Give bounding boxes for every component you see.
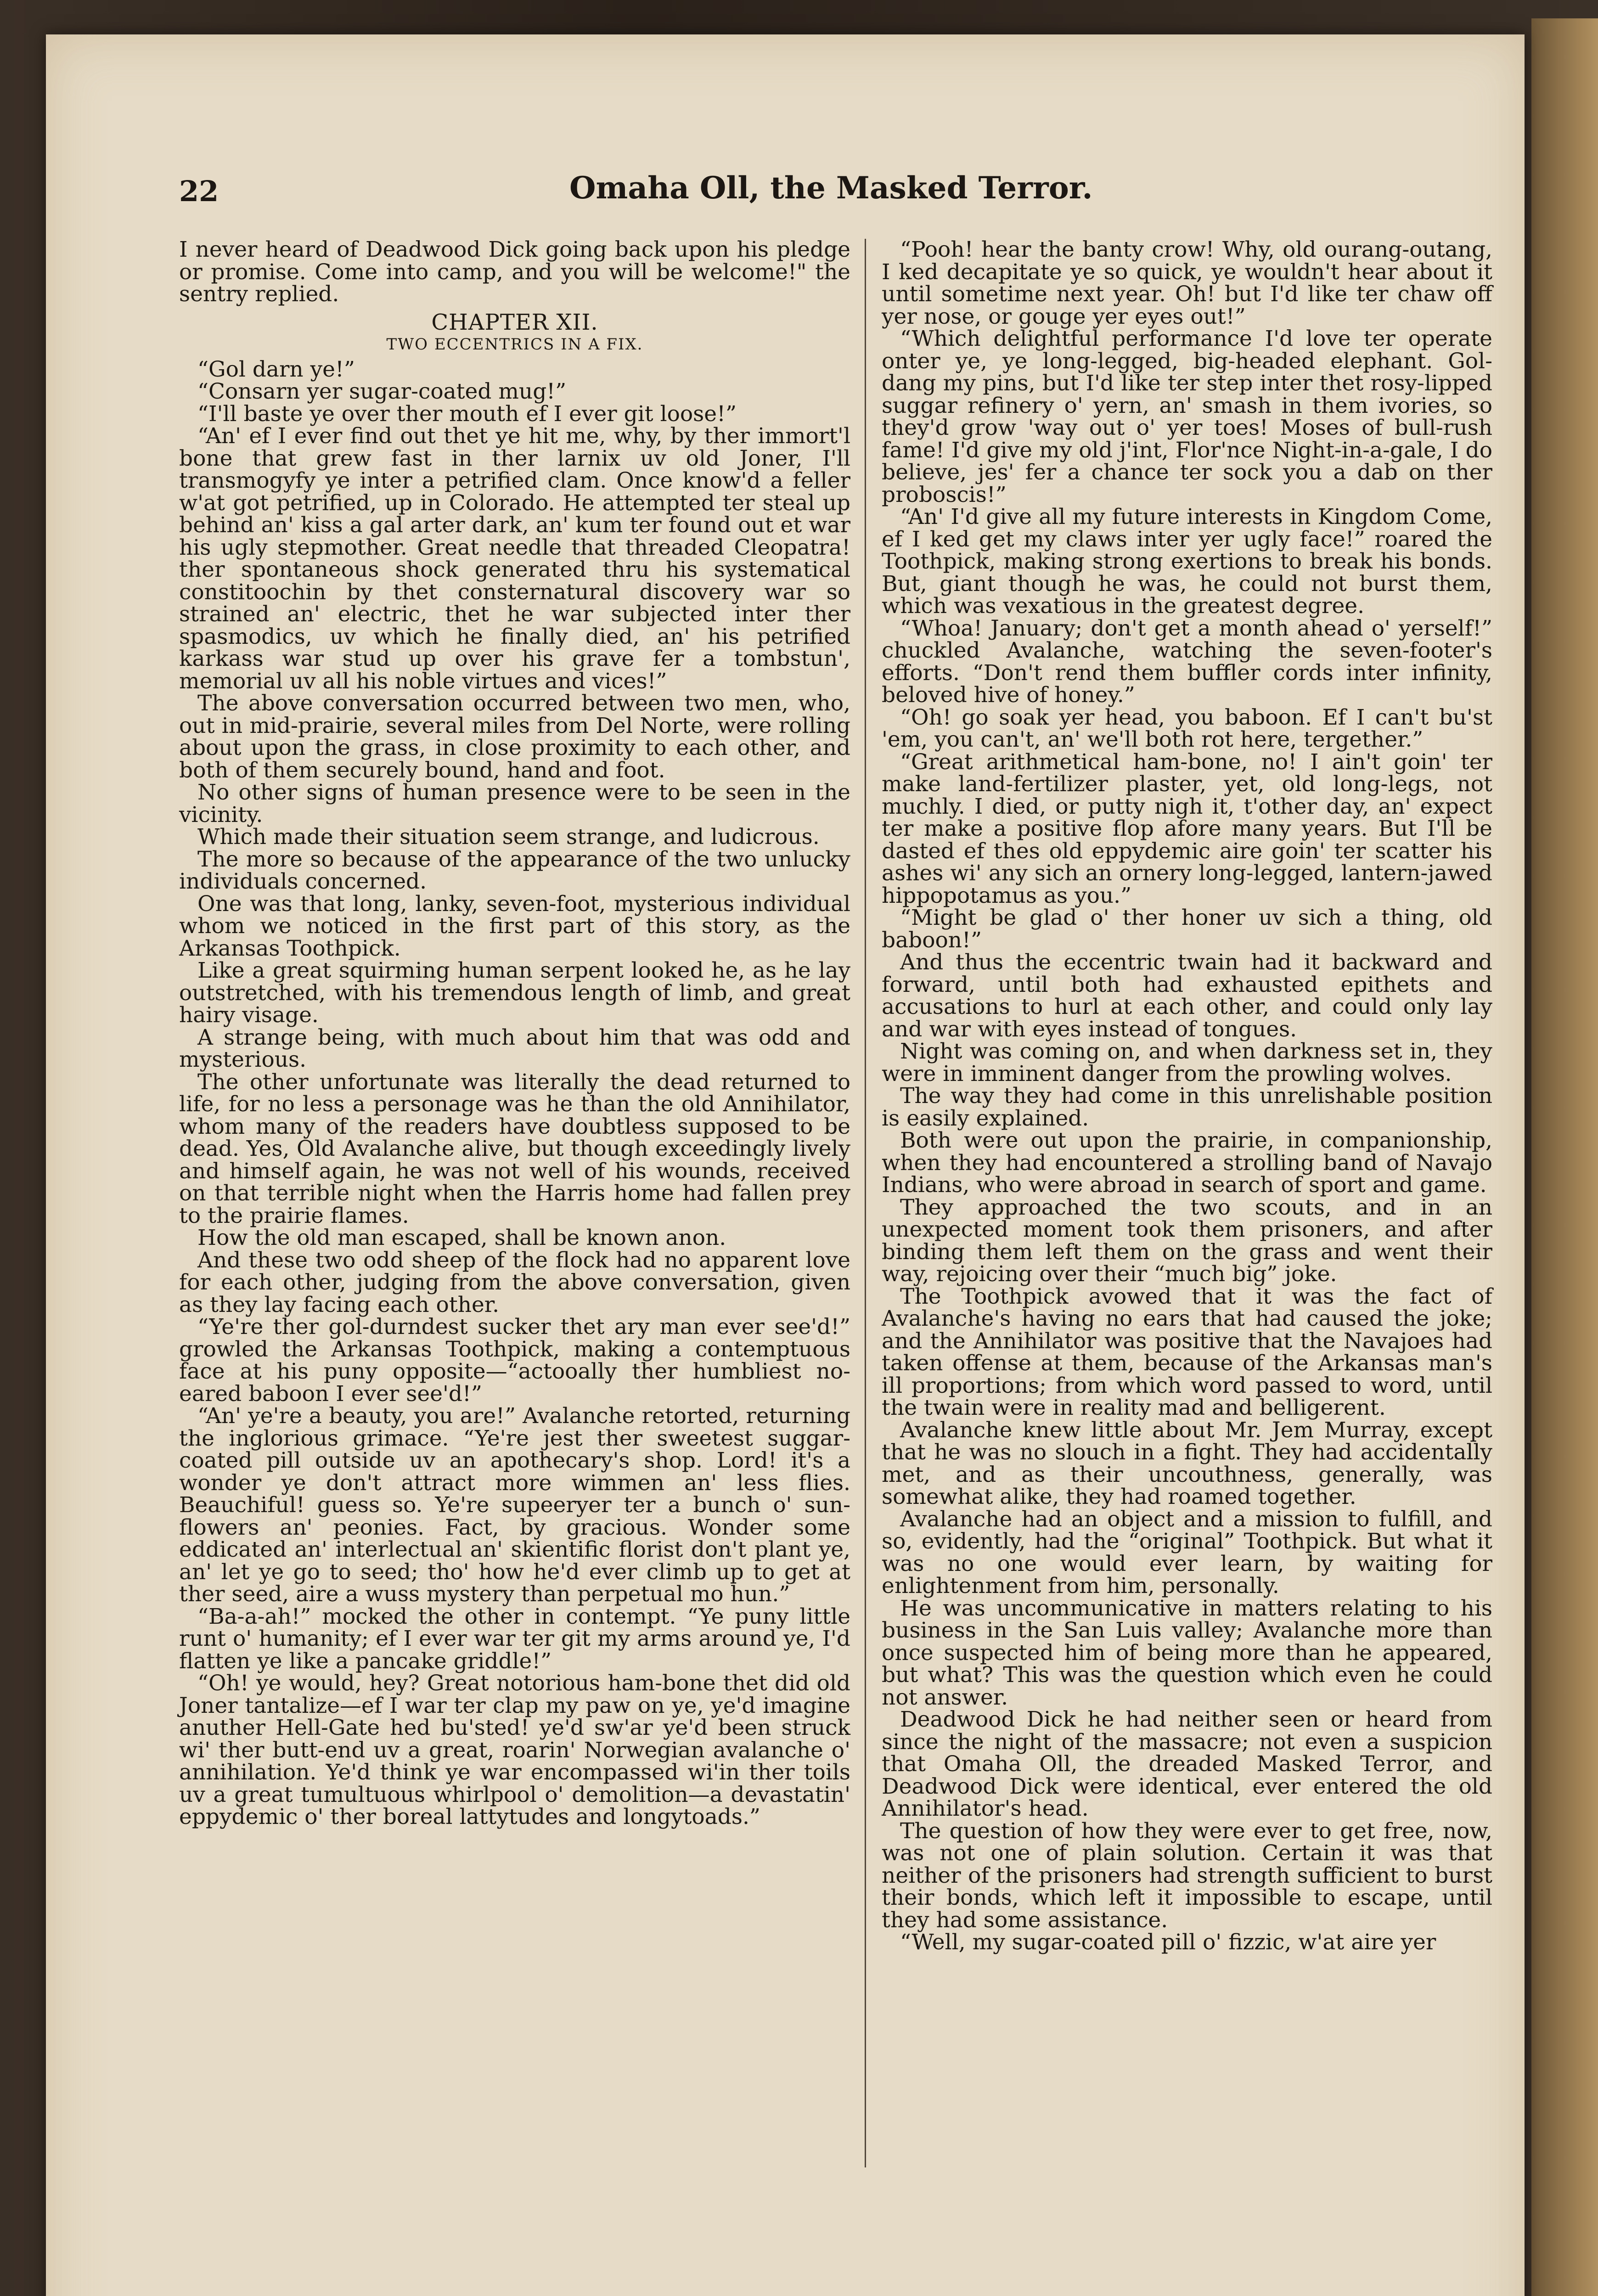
paragraph: And thus the eccentric twain had it backward and forward, until both had exhausted epithets and accusations to hurl at each other, and could only lay and war with eyes instead of tongues. <box>882 950 1492 1042</box>
page-number: 22 <box>179 174 219 208</box>
paragraph: Avalanche knew little about Mr. Jem Murray, except that he was no slouch in a fight. They had accidentally met, and as their uncouthness, generally, was somewhat alike, they had roamed together. <box>882 1417 1492 1509</box>
paragraph: “Which delightful performance I'd love ter operate onter ye, ye long-legged, big-headed elephant. Gol-dang my pins, but I'd like ter step inter thet rosy-lipped suggar refinery o' yern, an' smash in them ivories, so they'd grow 'way out o' yer toes! Moses of bull-rush fame! I'd give my old j'int, Flor'nce Night-in-a-gale, I do believe, jes' fer a chance ter sock you a dab on ther proboscis!” <box>882 326 1492 507</box>
paragraph: “Might be glad o' ther honer uv sich a thing, old baboon!” <box>882 905 1492 953</box>
paragraph: Like a great squirming human serpent looked he, as he lay outstretched, with his tremendous length of limb, and great hairy visage. <box>179 958 850 1028</box>
right-column <box>882 239 1492 2154</box>
paragraph: How the old man escaped, shall be known anon. <box>197 1225 726 1250</box>
paragraph: “Pooh! hear the banty crow! Why, old ourang-outang, I ked decapitate ye so quick, ye wouldn't hear about it until sometime next year. Oh! but I'd like ter chaw off yer nose, or gouge yer eyes out!” <box>882 237 1492 329</box>
paragraph: “Ba-a-ah!” mocked the other in contempt. “Ye puny little runt o' humanity; ef I ever war ter git my arms around ye, I'd flatten ye like a pancake griddle!” <box>179 1604 850 1674</box>
opening-paragraph: I never heard of Deadwood Dick going back upon his pledge or promise. Come into camp, and you will be welcome!" the sentry replied. <box>179 237 850 307</box>
paragraph: “Gol darn ye!” <box>197 356 355 382</box>
chapter-title: CHAPTER XII. <box>431 309 598 335</box>
paragraph: They approached the two scouts, and in an unexpected moment took them prisoners, and after binding them left them on the grass and went their way, rejoicing over their “much big” joke. <box>882 1194 1492 1287</box>
paragraph: Night was coming on, and when darkness set in, they were in imminent danger from the prowling wolves. <box>882 1039 1492 1086</box>
paragraph: And these two odd sheep of the flock had no apparent love for each other, judging from the above conversation, given as they lay facing each other. <box>179 1247 850 1317</box>
paragraph: “Ye're ther gol-durndest sucker thet ary man ever see'd!” growled the Arkansas Toothpick, making a contemptuous face at his puny opposite—“actooally ther humbliest no-eared baboon I ever see'd!” <box>179 1314 850 1407</box>
paragraph: “Whoa! January; don't get a month ahead o' yerself!” chuckled Avalanche, watching the seven-footer's efforts. “Don't rend them buffler cords inter infinity, beloved hive of honey.” <box>882 615 1492 708</box>
paragraph: “Consarn yer sugar-coated mug!” <box>197 379 567 404</box>
paragraph: The question of how they were ever to get free, now, was not one of plain solution. Certain it was that neither of the prisoners had strength sufficient to burst their bonds, which left it impossible to escape, until they had some assistance. <box>882 1818 1492 1933</box>
paragraph: One was that long, lanky, seven-foot, mysterious individual whom we noticed in the first part of this story, as the Arkansas Toothpick. <box>179 891 850 961</box>
paragraph: Which made their situation seem strange, and ludicrous. <box>197 824 820 850</box>
paragraph: Both were out upon the prairie, in companionship, when they had encountered a strolling band of Navajo Indians, who were abroad in search of sport and game. <box>882 1128 1492 1198</box>
adjacent-page-edge <box>1531 18 1598 2296</box>
paragraph: A strange being, with much about him that was odd and mysterious. <box>179 1024 850 1072</box>
paragraph: “An' ye're a beauty, you are!” Avalanche retorted, returning the inglorious grimace. “Ye're jest ther sweetest suggar-coated pill outside uv an apothecary's shop. Lord! it's a wonder ye don't attract more wimmen an' less flies. Beauchiful! guess so. Ye're supeeryer ter a bunch o' sun-flowers an' peonies. Fact, by gracious. Wonder some eddicated an' interlectual an' skientific florist don't plant ye, an' let ye go to seed; tho' how he'd ever climb up to get at ther seed, aire a wuss mystery than perpetual mo hun.” <box>179 1403 850 1607</box>
paragraph: “Oh! ye would, hey? Great notorious ham-bone thet did old Joner tantalize—ef I war ter clap my paw on ye, ye'd imagine anuther Hell-Gate hed bu'sted! ye'd sw'ar ye'd been struck wi' ther butt-end uv a great, roarin' Norwegian avalanche o' annihilation. Ye'd think ye war encompassed wi'in ther toils uv a great tumultuous whirlpool o' demolition—a devastatin' eppydemic o' ther boreal lattytudes and longytoads.” <box>179 1671 850 1829</box>
paragraph: “An' I'd give all my future interests in Kingdom Come, ef I ked get my claws inter yer ugly face!” roared the Toothpick, making strong exertions to break his bonds. But, giant though he was, he could not burst them, which was vexatious in the greatest degree. <box>882 504 1492 619</box>
paragraph: “Great arithmetical ham-bone, no! I ain't goin' ter make land-fertilizer plaster, yet, old long-legs, not muchly. I died, or putty nigh it, t'other day, an' expect ter make a positive flop afore many years. But I'll be dasted ef thes old eppydemic aire goin' ter scatter his ashes wi' any sich an ornery long-legged, lantern-jawed hippopotamus as you.” <box>882 749 1492 908</box>
chapter-subtitle: TWO ECCENTRICS IN A FIX. <box>386 335 643 354</box>
paragraph: “An' ef I ever find out thet ye hit me, why, by ther immort'l bone that grew fast in ther larnix uv old Joner, I'll transmogyfy ye inter a petrified clam. Once know'd a feller w'at got petrified, up in Colorado. He attempted ter steal up behind an' kiss a gal arter dark, an' kum ter found out et war his ugly stepmother. Great needle that threaded Cleopatra! ther spontaneous shock generated thru his systematical constitoochin by thet consternatural discovery war so strained an' electric, thet he war subjected inter ther spasmodics, uv which he finally died, an' his petrified karkass war stud up over his grave fer a tombstun', memorial uv all his noble virtues and vices!” <box>179 423 850 694</box>
paragraph: The Toothpick avowed that it was the fact of Avalanche's having no ears that had caused the joke; and the Annihilator was positive that the Navajoes had taken offense at them, because of the Arkansas man's ill proportions; from which word passed to word, until the twain were in reality mad and belligerent. <box>882 1283 1492 1420</box>
paragraph: The way they had come in this unrelishable position is easily explained. <box>882 1083 1492 1131</box>
paragraph: The more so because of the appearance of the two unlucky individuals concerned. <box>179 846 850 894</box>
paragraph: The other unfortunate was literally the dead returned to life, for no less a personage was he than the old Annihilator, whom many of the readers have doubtless supposed to be dead. Yes, Old Avalanche alive, but though exceedingly lively and himself again, he was not well of his wounds, received on that terrible night when the Harris home had fallen prey to the prairie flames. <box>179 1069 850 1228</box>
paragraph: Deadwood Dick he had neither seen or heard from since the night of the massacre; not even a suspicion that Omaha Oll, the dreaded Masked Terror, and Deadwood Dick were identical, ever entered the old Annihilator's head. <box>882 1707 1492 1821</box>
left-column <box>179 239 850 2154</box>
column-divider <box>865 239 866 2167</box>
page-header <box>179 165 1153 211</box>
paragraph: “I'll baste ye over ther mouth ef I ever git loose!” <box>197 401 737 427</box>
paragraph: Avalanche had an object and a mission to fulfill, and so, evidently, had the “original” Toothpick. But what it was no one would ever learn, by waiting for enlightenment from him, personally. <box>882 1506 1492 1598</box>
paragraph: No other signs of human presence were to be seen in the vicinity. <box>179 780 850 827</box>
paragraph: “Oh! go soak yer head, you baboon. Ef I can't bu'st 'em, you can't, an' we'll both rot here, tergether.” <box>882 704 1492 752</box>
paragraph: The above conversation occurred between two men, who, out in mid-prairie, several miles from Del Norte, were rolling about upon the grass, in close proximity to each other, and both of them securely bound, hand and foot. <box>179 691 850 783</box>
paragraph: He was uncommunicative in matters relating to his business in the San Luis valley; Avalanche more than once suspected him of being more than he appeared, but what? This was the question which even he could not answer. <box>882 1595 1492 1710</box>
paragraph: “Well, my sugar-coated pill o' fizzic, w'at aire yer <box>900 1930 1436 1955</box>
running-title: Omaha Oll, the Masked Terror. <box>569 170 1093 206</box>
